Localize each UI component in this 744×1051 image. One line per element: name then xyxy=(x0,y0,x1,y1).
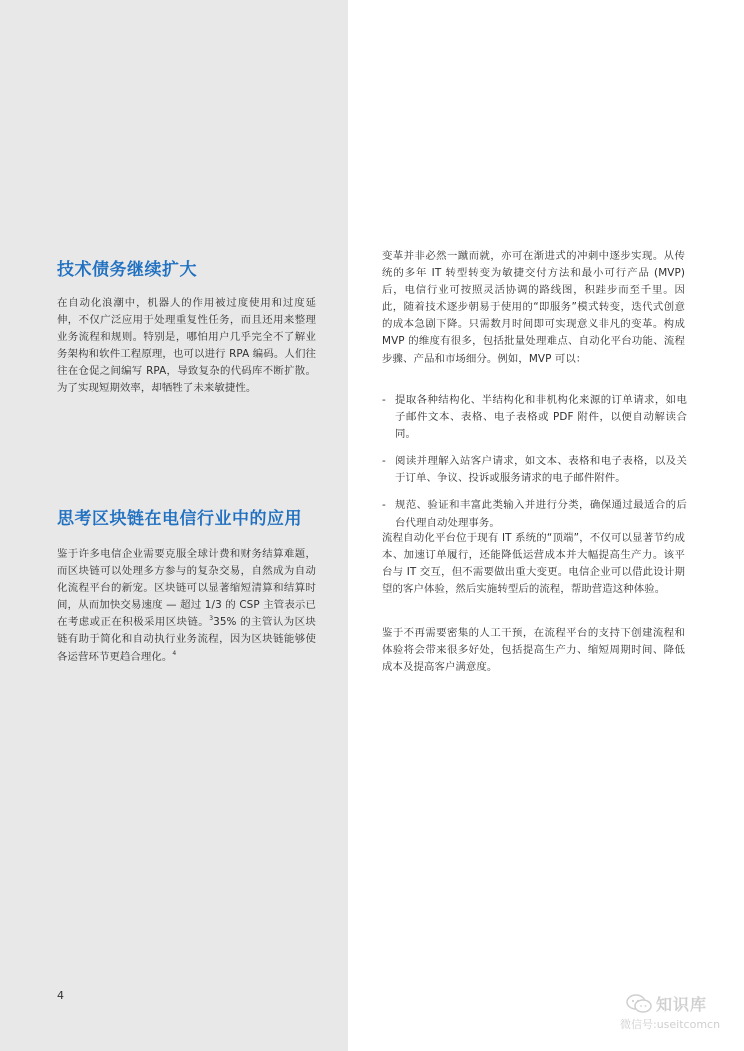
list-item xyxy=(382,453,687,487)
watermark xyxy=(614,992,734,1032)
paragraph-intro-mvp: 变革并非必然一蹴而就，亦可在渐进式的冲刺中逐步实现。从传统的多年 IT 转型转变为敏捷交付方法和最小可行产品 (MVP) 后，电信行业可按照灵活协调的路线图，积跬步而至千里。因此，随着技术逐步朝易于使用的“即服务”模式转变，迭代式创意的成本急剧下降。只需数月时间即可实现意义非凡的变革。构成 MVP 的维度有很多，包括批量处理难点、自动化平台功能、流程步骤、产品和市场细分。例如，MVP 可以： xyxy=(382,250,685,365)
watermark-subtitle: 微信号:useitcomcn xyxy=(620,1018,721,1031)
bullet-dash: - xyxy=(382,455,386,468)
bullet-text: 提取各种结构化、半结构化和非机构化来源的订单请求，如电子邮件文本、表格、电子表格或 PDF 附件，以便自动解读合同。 xyxy=(395,394,687,441)
mvp-bullet-list xyxy=(382,392,687,542)
section-heading-technical-debt: 技术债务继续扩大 xyxy=(57,260,197,280)
bullet-text: 规范、验证和丰富此类输入并进行分类，确保通过最适合的后台代理自动处理事务。 xyxy=(395,499,687,529)
list-item xyxy=(382,392,687,443)
wechat-icon xyxy=(626,994,652,1014)
section-heading-blockchain: 思考区块链在电信行业中的应用 xyxy=(57,509,302,529)
bullet-dash: - xyxy=(382,394,386,406)
footnote-3: 3 xyxy=(209,615,214,623)
blockchain-text-part1: 鉴于许多电信企业需要克服全球计费和财务结算难题，而区块链可以处理多方参与的复杂交易，自然成为自动化流程平台的新宠。区块链可以显著缩短清算和结算时间，从而加快交易速度 — 超过 1/3 的 CSP 主管表示已在考虑或正在积极采用区块链。 xyxy=(57,548,316,629)
paragraph-benefits: 鉴于不再需要密集的人工干预，在流程平台的支持下创建流程和体验将会带来很多好处，包括提高生产力、缩短周期时间、降低成本及提高客户满意度。 xyxy=(382,627,685,674)
paragraph-process-platform: 流程自动化平台位于现有 IT 系统的“顶端”，不仅可以显著节约成本、加速订单履行，还能降低运营成本并大幅提高生产力。该平台与 IT 交互，但不需要做出重大变更。电信企业可以借此设计期望的客户体验，然后实施转型后的流程，帮助营造这种体验。 xyxy=(382,532,685,596)
paragraph-blockchain xyxy=(57,546,316,666)
paragraph-technical-debt: 在自动化浪潮中，机器人的作用被过度使用和过度延伸，不仅广泛应用于处理重复性任务，而且还用来整理业务流程和规则。特别是，哪怕用户几乎完全不了解业务架构和软件工程原理，也可以进行 RPA 编码。人们往往在仓促之间编写 RPA，导致复杂的代码库不断扩散。为了实现短期效率，却牺牲了未来敏捷性。 xyxy=(57,297,316,395)
bullet-dash: - xyxy=(382,499,386,512)
page-number: 4 xyxy=(57,989,64,1002)
bullet-text: 阅读并理解入站客户请求，如文本、表格和电子表格，以及关于订单、争议、投诉或服务请求的电子邮件附件。 xyxy=(395,455,687,485)
footnote-4: 4 xyxy=(172,649,177,657)
watermark-title: 知识库 xyxy=(656,995,708,1014)
blockchain-text-part2: 35% 的主管认为区块链有助于简化和自动执行业务流程，因为区块链能够使各运营环节更趋合理化。 xyxy=(57,616,316,663)
list-item xyxy=(382,497,687,531)
